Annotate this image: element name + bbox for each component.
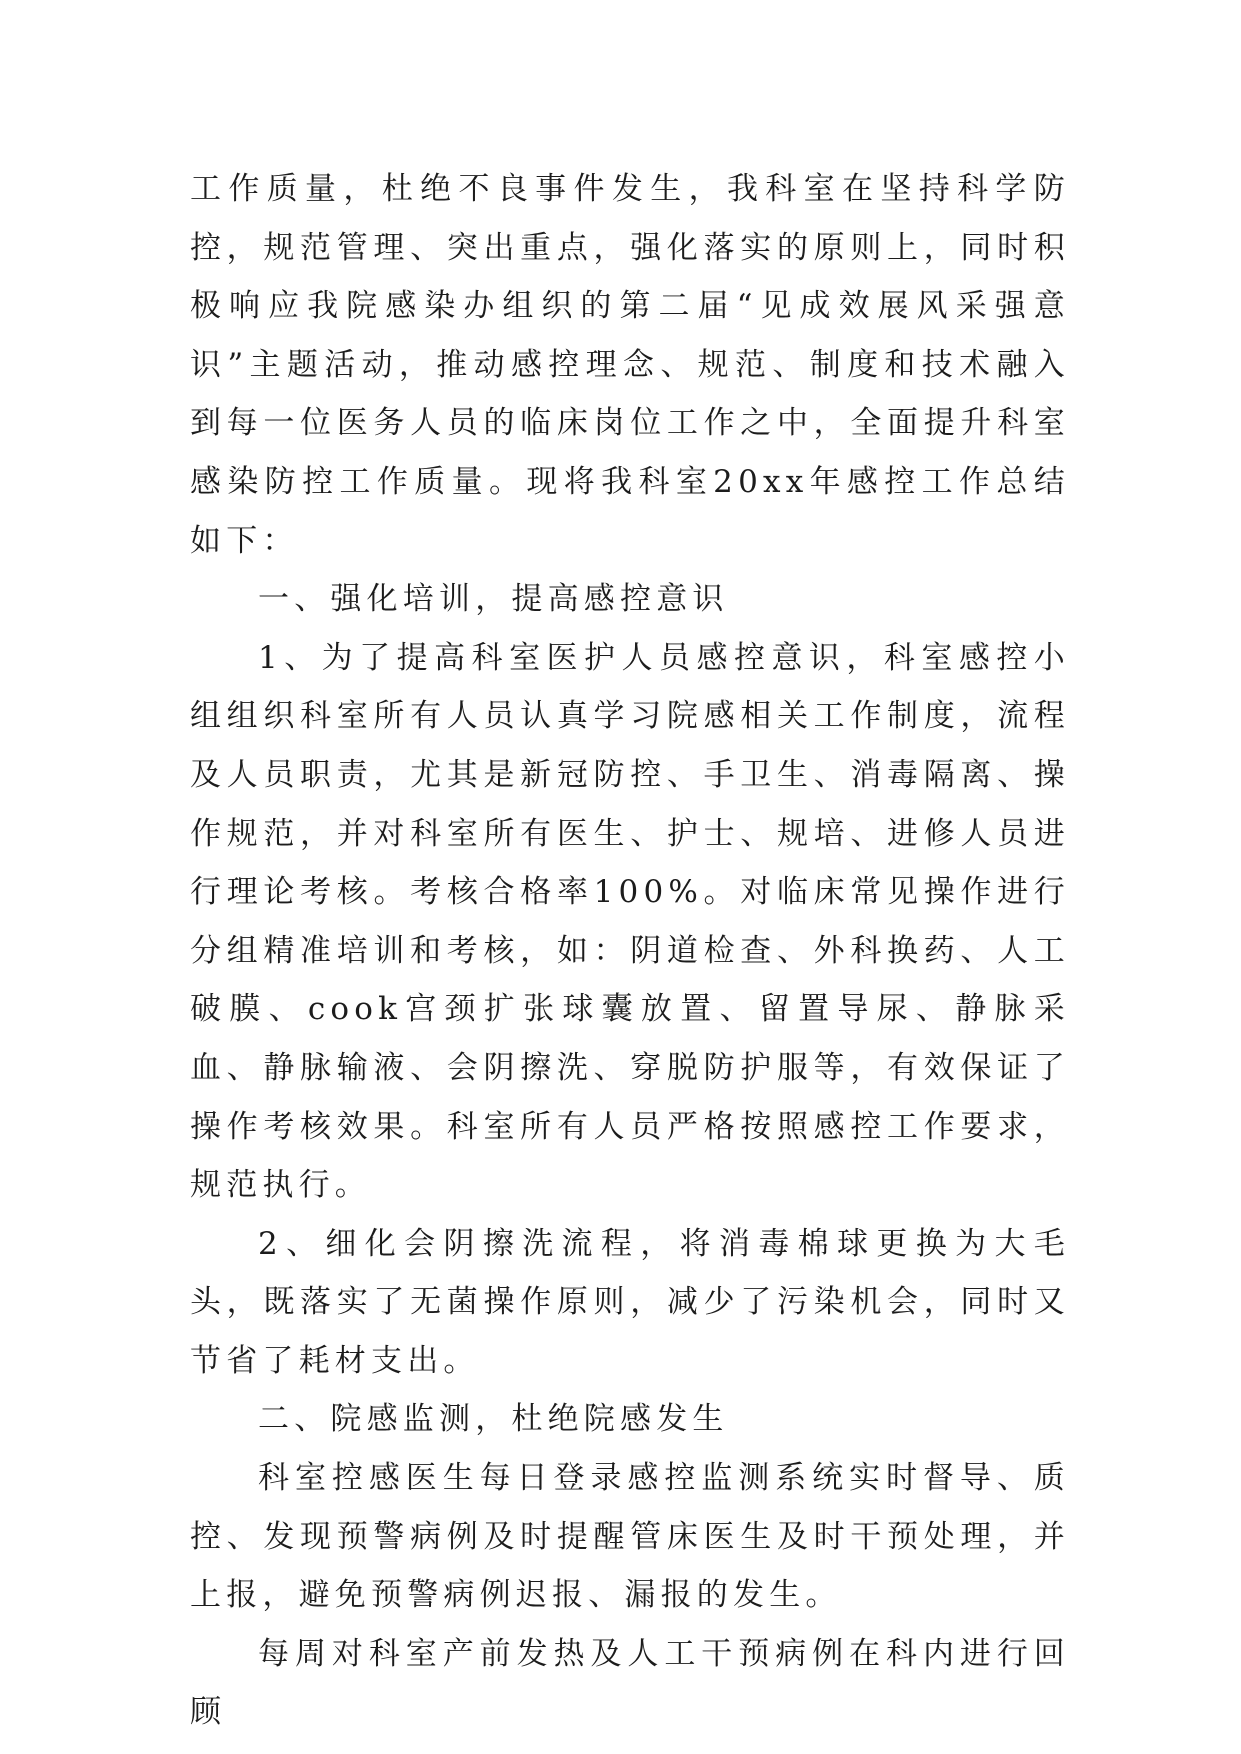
paragraph-training-2: 2、细化会阴擦洗流程，将消毒棉球更换为大毛头，既落实了无菌操作原则，减少了污染机会，同时又节省了耗材支出。 xyxy=(190,1225,1070,1379)
document-body xyxy=(190,160,1070,1742)
section-heading-1: 一、强化培训，提高感控意识 xyxy=(258,581,729,618)
paragraph-monitoring-1: 科室控感医生每日登录感控监测系统实时督导、质控、发现预警病例及时提醒管床医生及时干预处理，并上报，避免预警病例迟报、漏报的发生。 xyxy=(190,1460,1070,1614)
paragraph-intro: 工作质量，杜绝不良事件发生，我科室在坚持科学防控，规范管理、突出重点，强化落实的原则上，同时积极响应我院感染办组织的第二届“见成效展风采强意识”主题活动，推动感控理念、规范、制度和技术融入到每一位医务人员的临床岗位工作之中，全面提升科室感染防控工作质量。现将我科室20xx年感控工作总结如下： xyxy=(190,171,1070,559)
section-heading-2: 二、院感监测，杜绝院感发生 xyxy=(258,1401,729,1438)
paragraph-training-1: 1、为了提高科室医护人员感控意识，科室感控小组组织科室所有人员认真学习院感相关工作制度，流程及人员职责，尤其是新冠防控、手卫生、消毒隔离、操作规范，并对科室所有医生、护士、规培、进修人员进行理论考核。考核合格率100%。对临床常见操作进行分组精准培训和考核，如：阴道检查、外科换药、人工破膜、cook宫颈扩张球囊放置、留置导尿、静脉采血、静脉输液、会阴擦洗、穿脱防护服等，有效保证了操作考核效果。科室所有人员严格按照感控工作要求，规范执行。 xyxy=(190,639,1070,1204)
paragraph-monitoring-2: 每周对科室产前发热及人工干预病例在科内进行回顾 xyxy=(190,1635,1070,1731)
